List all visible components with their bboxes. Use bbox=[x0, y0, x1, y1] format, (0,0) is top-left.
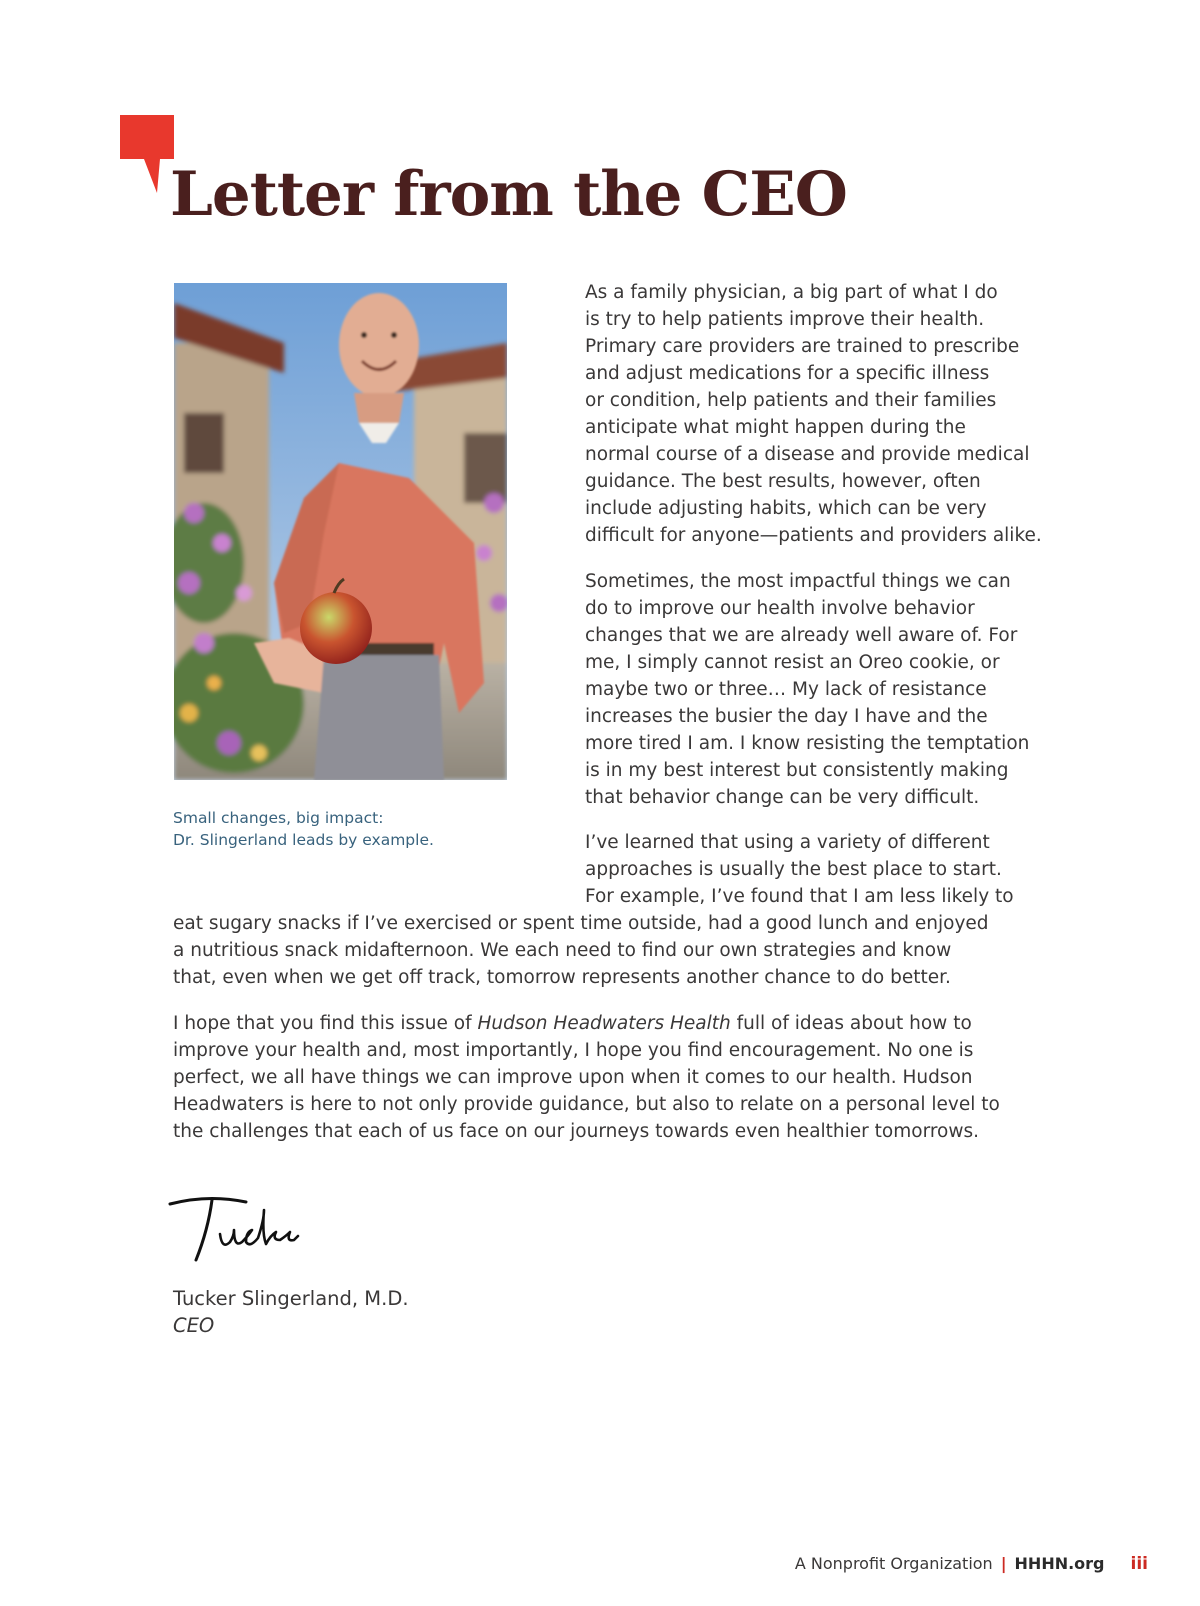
text-line: For example, I’ve found that I am less likely to bbox=[585, 886, 1014, 907]
photo-caption bbox=[173, 807, 533, 851]
text-line: and adjust medications for a specific illness bbox=[585, 363, 990, 384]
page-title: Letter from the CEO bbox=[170, 159, 847, 230]
red-flag-icon bbox=[120, 115, 174, 193]
text-line: that behavior change can be very difficult. bbox=[585, 787, 980, 808]
text-line: normal course of a disease and provide medical bbox=[585, 444, 1030, 465]
letter-paragraph-1 bbox=[585, 279, 1055, 549]
page-footer bbox=[700, 1552, 1148, 1576]
text-line: is try to help patients improve their health. bbox=[585, 309, 985, 330]
footer-site-link[interactable]: HHHN.org bbox=[1014, 1554, 1105, 1573]
text-line: is in my best interest but consistently making bbox=[585, 760, 1009, 781]
text-line: me, I simply cannot resist an Oreo cookie, or bbox=[585, 652, 1000, 673]
footer-org: A Nonprofit Organization bbox=[794, 1554, 993, 1573]
letter-paragraph-3-top bbox=[585, 829, 1055, 910]
text-line: changes that we are already well aware of. For bbox=[585, 625, 1018, 646]
text-line: a nutritious snack midafternoon. We each need to find our own strategies and know bbox=[173, 940, 952, 961]
text-line: guidance. The best results, however, often bbox=[585, 471, 981, 492]
letter-paragraph-2 bbox=[585, 568, 1055, 811]
text-line bbox=[173, 1010, 1053, 1037]
text-line: that, even when we get off track, tomorrow represents another chance to do better. bbox=[173, 967, 951, 988]
text-line: maybe two or three… My lack of resistance bbox=[585, 679, 987, 700]
signer-role: CEO bbox=[173, 1314, 215, 1337]
letter-paragraph-3-bottom bbox=[173, 910, 1053, 991]
text-line: anticipate what might happen during the bbox=[585, 417, 966, 438]
text-line: improve your health and, most importantly, I hope you find encouragement. No one is bbox=[173, 1040, 974, 1061]
text-span: full of ideas about how to bbox=[730, 1013, 972, 1034]
text-line: approaches is usually the best place to start. bbox=[585, 859, 1002, 880]
text-line: eat sugary snacks if I’ve exercised or spent time outside, had a good lunch and enjoyed bbox=[173, 913, 989, 934]
signer-name: Tucker Slingerland, M.D. bbox=[173, 1287, 409, 1310]
text-line: difficult for anyone—patients and providers alike. bbox=[585, 525, 1042, 546]
signer-block bbox=[173, 1285, 409, 1339]
signature-icon bbox=[168, 1190, 308, 1270]
footer-separator: | bbox=[1000, 1554, 1007, 1573]
text-line: do to improve our health involve behavior bbox=[585, 598, 975, 619]
text-line: perfect, we all have things we can improve upon when it comes to our health. Hudson bbox=[173, 1067, 973, 1088]
text-line: or condition, help patients and their families bbox=[585, 390, 997, 411]
text-line: increases the busier the day I have and the bbox=[585, 706, 988, 727]
text-line: include adjusting habits, which can be very bbox=[585, 498, 987, 519]
text-line: I’ve learned that using a variety of different bbox=[585, 832, 990, 853]
text-line: As a family physician, a big part of what I do bbox=[585, 282, 998, 303]
caption-line: Small changes, big impact: bbox=[173, 809, 384, 827]
text-line: the challenges that each of us face on our journeys towards even healthier tomorrows. bbox=[173, 1121, 980, 1142]
text-line: Headwaters is here to not only provide guidance, but also to relate on a personal level to bbox=[173, 1094, 1000, 1115]
page-number: iii bbox=[1130, 1554, 1148, 1574]
publication-title: Hudson Headwaters Health bbox=[477, 1013, 731, 1034]
letter-paragraph-4 bbox=[173, 1010, 1053, 1145]
text-line: Sometimes, the most impactful things we can bbox=[585, 571, 1011, 592]
text-line: more tired I am. I know resisting the temptation bbox=[585, 733, 1030, 754]
text-span: I hope that you find this issue of bbox=[173, 1013, 478, 1034]
caption-line: Dr. Slingerland leads by example. bbox=[173, 831, 434, 849]
text-line: Primary care providers are trained to prescribe bbox=[585, 336, 1020, 357]
ceo-photo bbox=[174, 283, 507, 780]
